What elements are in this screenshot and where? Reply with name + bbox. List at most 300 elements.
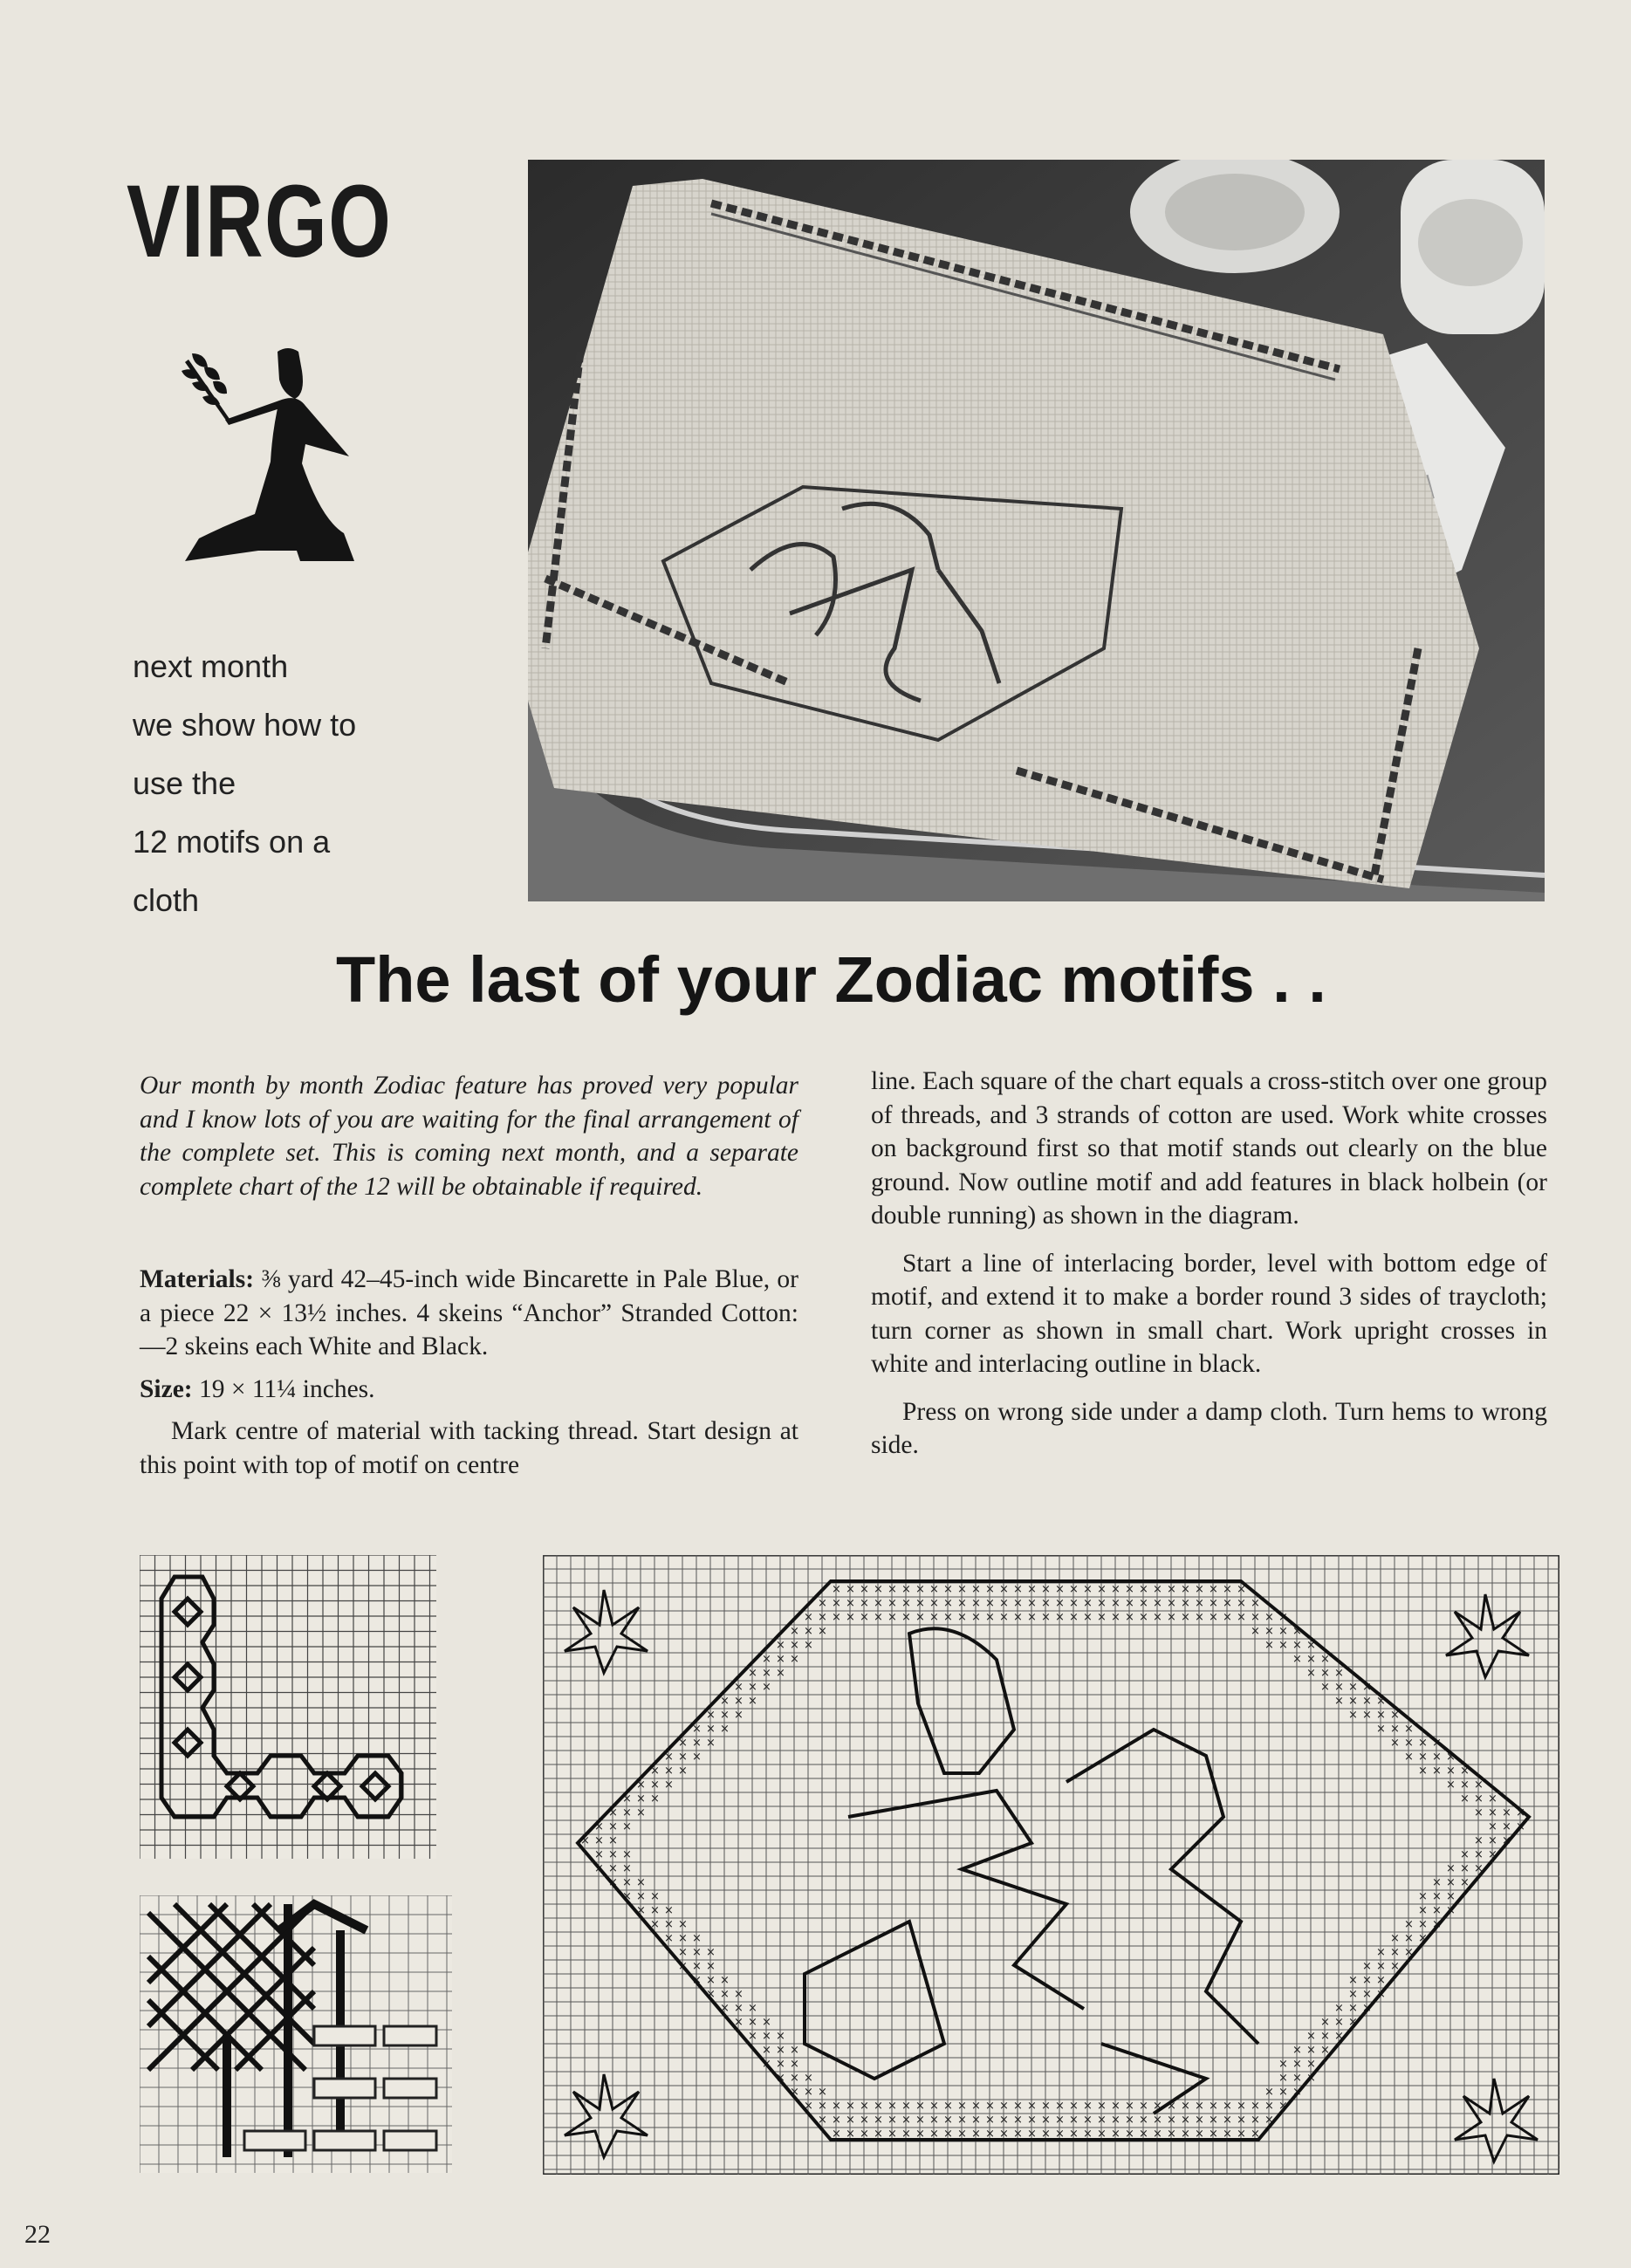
instruction-paragraph-4: Press on wrong side under a damp cloth. Turn hems to wrong side. — [871, 1397, 1547, 1459]
cross-stitch-mark: × — [790, 2044, 799, 2057]
cross-stitch-mark: × — [1111, 2128, 1120, 2141]
cross-stitch-mark: × — [1223, 2100, 1232, 2113]
cross-stitch-mark: × — [776, 1653, 785, 1666]
cross-stitch-mark: × — [1488, 1792, 1497, 1805]
cross-stitch-mark: × — [860, 1611, 869, 1624]
cross-stitch-mark: × — [1181, 1597, 1190, 1610]
cross-stitch-mark: × — [957, 2128, 967, 2141]
cross-stitch-mark: × — [901, 2128, 911, 2141]
cross-stitch-mark: × — [874, 2100, 883, 2113]
cross-stitch-mark: × — [1125, 2128, 1134, 2141]
cross-stitch-mark: × — [790, 1625, 799, 1638]
cross-stitch-mark: × — [874, 1611, 883, 1624]
cross-stitch-mark: × — [1125, 1583, 1134, 1596]
cross-stitch-mark: × — [1195, 2114, 1204, 2127]
cross-stitch-mark: × — [1348, 2016, 1358, 2029]
cross-stitch-mark: × — [776, 1639, 785, 1652]
cross-stitch-mark: × — [692, 1932, 702, 1945]
cross-stitch-mark: × — [1418, 1737, 1428, 1750]
cross-stitch-mark: × — [1348, 2002, 1358, 2015]
cross-stitch-mark: × — [1320, 1667, 1330, 1680]
cross-stitch-mark: × — [1278, 2058, 1288, 2071]
cross-stitch-mark: × — [678, 1764, 688, 1778]
cross-stitch-mark: × — [636, 1778, 646, 1792]
cross-stitch-mark: × — [1278, 1639, 1288, 1652]
cross-stitch-mark: × — [804, 2100, 813, 2113]
border-corner-chart — [140, 1555, 436, 1859]
cross-stitch-mark: × — [594, 1834, 604, 1847]
cross-stitch-mark: × — [608, 1834, 618, 1847]
cross-stitch-mark: × — [999, 2114, 1009, 2127]
cross-stitch-mark: × — [846, 2114, 855, 2127]
cross-stitch-mark: × — [1278, 1625, 1288, 1638]
cross-stitch-mark: × — [776, 2058, 785, 2071]
cross-stitch-mark: × — [943, 2128, 953, 2141]
cross-stitch-mark: × — [790, 2072, 799, 2085]
cross-stitch-mark: × — [1418, 1904, 1428, 1917]
cross-stitch-mark: × — [1460, 1764, 1470, 1778]
cross-stitch-mark: × — [1418, 1890, 1428, 1903]
cross-stitch-mark: × — [832, 1611, 841, 1624]
cross-stitch-mark: × — [1404, 1737, 1414, 1750]
cross-stitch-mark: × — [1404, 1946, 1414, 1959]
cross-stitch-mark: × — [1474, 1806, 1484, 1819]
cross-stitch-mark: × — [1376, 1960, 1386, 1973]
cross-stitch-mark: × — [1348, 1988, 1358, 2001]
cross-stitch-mark: × — [887, 2114, 897, 2127]
virgo-motif-chart — [543, 1555, 1559, 2175]
cross-stitch-mark: × — [1278, 2100, 1288, 2113]
cross-stitch-mark: × — [1097, 2114, 1107, 2127]
cross-stitch-mark: × — [1153, 1597, 1162, 1610]
cross-stitch-mark: × — [1097, 2128, 1107, 2141]
cross-stitch-mark: × — [1348, 1695, 1358, 1708]
cross-stitch-mark: × — [1097, 1611, 1107, 1624]
cross-stitch-mark: × — [1306, 2072, 1316, 2085]
cross-stitch-mark: × — [1083, 2114, 1093, 2127]
cross-stitch-mark: × — [818, 1597, 827, 1610]
cross-stitch-mark: × — [943, 1611, 953, 1624]
cross-stitch-mark: × — [887, 2128, 897, 2141]
cross-stitch-mark: × — [692, 1946, 702, 1959]
cross-stitch-mark: × — [985, 1611, 995, 1624]
cross-stitch-mark: × — [1292, 2058, 1302, 2071]
cross-stitch-mark: × — [1055, 1611, 1065, 1624]
cross-stitch-mark: × — [887, 1597, 897, 1610]
cross-stitch-mark: × — [636, 1806, 646, 1819]
cross-stitch-mark: × — [1460, 1876, 1470, 1889]
cross-stitch-mark: × — [1013, 1597, 1023, 1610]
cross-stitch-mark: × — [1306, 1653, 1316, 1666]
cross-stitch-mark: × — [748, 2002, 757, 2015]
cross-stitch-mark: × — [1083, 2100, 1093, 2113]
cross-stitch-mark: × — [664, 1918, 674, 1931]
cross-stitch-mark: × — [678, 1737, 688, 1750]
cross-stitch-mark: × — [874, 2128, 883, 2141]
cross-stitch-mark: × — [678, 1918, 688, 1931]
note-line: cloth — [133, 882, 200, 918]
cross-stitch-mark: × — [1418, 1932, 1428, 1945]
cross-stitch-mark: × — [1251, 2128, 1260, 2141]
cross-stitch-mark: × — [804, 1639, 813, 1652]
cross-stitch-mark: × — [1013, 2128, 1023, 2141]
cross-stitch-mark: × — [1055, 2128, 1065, 2141]
cross-stitch-mark: × — [664, 1932, 674, 1945]
cross-stitch-mark: × — [622, 1806, 632, 1819]
cross-stitch-mark: × — [971, 1611, 981, 1624]
article-left-column — [140, 1069, 798, 1496]
cross-stitch-mark: × — [1209, 2114, 1218, 2127]
cross-stitch-mark: × — [1446, 1876, 1456, 1889]
note-line: 12 motifs on a — [133, 824, 331, 860]
cross-stitch-mark: × — [1167, 2100, 1176, 2113]
cross-stitch-mark: × — [692, 1960, 702, 1973]
cross-stitch-mark: × — [1348, 1681, 1358, 1694]
cross-stitch-mark: × — [1446, 1904, 1456, 1917]
cross-stitch-mark: × — [1292, 1639, 1302, 1652]
cross-stitch-mark: × — [1195, 1583, 1204, 1596]
cross-stitch-mark: × — [1264, 1625, 1274, 1638]
cross-stitch-mark: × — [1460, 1862, 1470, 1875]
cross-stitch-mark: × — [1097, 1583, 1107, 1596]
cross-stitch-mark: × — [650, 1890, 660, 1903]
cross-stitch-mark: × — [1069, 2114, 1079, 2127]
cross-stitch-mark: × — [971, 2128, 981, 2141]
cross-stitch-mark: × — [1167, 1583, 1176, 1596]
cross-stitch-mark: × — [762, 2016, 771, 2029]
cross-stitch-mark: × — [706, 1723, 716, 1736]
cross-stitch-mark: × — [1209, 1597, 1218, 1610]
cross-stitch-mark: × — [706, 1709, 716, 1722]
cross-stitch-mark: × — [1320, 2044, 1330, 2057]
cross-stitch-mark: × — [1181, 2114, 1190, 2127]
cross-stitch-mark: × — [650, 1918, 660, 1931]
cross-stitch-mark: × — [734, 1695, 744, 1708]
cross-stitch-mark: × — [1027, 1597, 1037, 1610]
cross-stitch-mark: × — [985, 1583, 995, 1596]
cross-stitch-mark: × — [846, 2128, 855, 2141]
cross-stitch-mark: × — [636, 1792, 646, 1805]
cross-stitch-mark: × — [1516, 1806, 1525, 1819]
cross-stitch-mark: × — [1139, 2128, 1148, 2141]
cross-stitch-mark: × — [846, 1583, 855, 1596]
cross-stitch-mark: × — [818, 2100, 827, 2113]
cross-stitch-mark: × — [734, 1681, 744, 1694]
cross-stitch-mark: × — [1460, 1778, 1470, 1792]
cross-stitch-mark: × — [1376, 1723, 1386, 1736]
cross-stitch-mark: × — [762, 2058, 771, 2071]
cross-stitch-mark: × — [720, 1974, 730, 1987]
cross-stitch-mark: × — [594, 1848, 604, 1861]
cross-stitch-mark: × — [804, 1625, 813, 1638]
page-headline: The last of your Zodiac motifs . . — [336, 943, 1326, 1016]
cross-stitch-mark: × — [748, 1681, 757, 1694]
cross-stitch-mark: × — [1362, 1960, 1372, 1973]
cross-stitch-mark: × — [957, 1583, 967, 1596]
cross-stitch-mark: × — [664, 1764, 674, 1778]
cross-stitch-mark: × — [790, 1639, 799, 1652]
cross-stitch-mark: × — [1055, 1583, 1065, 1596]
cross-stitch-mark: × — [1376, 1946, 1386, 1959]
stitch-diagram — [140, 1895, 452, 2173]
cross-stitch-mark: × — [832, 1583, 841, 1596]
cross-stitch-mark: × — [790, 2086, 799, 2099]
cross-stitch-mark: × — [1474, 1792, 1484, 1805]
cross-stitch-mark: × — [985, 1597, 995, 1610]
cross-stitch-mark: × — [762, 2044, 771, 2057]
cross-stitch-mark: × — [1502, 1834, 1511, 1847]
cross-stitch-mark: × — [1432, 1751, 1442, 1764]
cross-stitch-mark: × — [1139, 1597, 1148, 1610]
cross-stitch-mark: × — [887, 2100, 897, 2113]
cross-stitch-mark: × — [860, 2114, 869, 2127]
cross-stitch-mark: × — [1292, 1653, 1302, 1666]
cross-stitch-mark: × — [608, 1806, 618, 1819]
cross-stitch-mark: × — [1139, 2114, 1148, 2127]
cross-stitch-mark: × — [999, 1597, 1009, 1610]
cross-stitch-mark: × — [1306, 1639, 1316, 1652]
cross-stitch-mark: × — [776, 2044, 785, 2057]
cross-stitch-mark: × — [1181, 1583, 1190, 1596]
cross-stitch-mark: × — [1432, 1876, 1442, 1889]
cross-stitch-mark: × — [1264, 1611, 1274, 1624]
cross-stitch-mark: × — [1432, 1764, 1442, 1778]
intro-paragraph: Our month by month Zodiac feature has proved very popular and I know lots of you are waiting for the final arrangement of the complete set. This is coming next month, and a separate complete chart of the 12 will be obtainable if required. — [140, 1072, 798, 1201]
cross-stitch-mark: × — [1348, 1974, 1358, 1987]
cross-stitch-mark: × — [1237, 1597, 1246, 1610]
cross-stitch-mark: × — [1195, 1611, 1204, 1624]
cross-stitch-mark: × — [971, 1583, 981, 1596]
size-label: Size: — [140, 1374, 193, 1403]
cross-stitch-mark: × — [860, 1597, 869, 1610]
cross-stitch-mark: × — [692, 1974, 702, 1987]
cross-stitch-mark: × — [971, 2100, 981, 2113]
cross-stitch-mark: × — [1251, 2114, 1260, 2127]
note-line: use the — [133, 765, 236, 801]
cross-stitch-mark: × — [1209, 1611, 1218, 1624]
cross-stitch-mark: × — [1111, 1583, 1120, 1596]
cross-stitch-mark: × — [1069, 2128, 1079, 2141]
cross-stitch-mark: × — [1139, 1611, 1148, 1624]
cross-stitch-mark: × — [1223, 1611, 1232, 1624]
cross-stitch-mark: × — [818, 2086, 827, 2099]
cross-stitch-mark: × — [1055, 2114, 1065, 2127]
cross-stitch-mark: × — [1167, 2114, 1176, 2127]
cross-stitch-mark: × — [1418, 1764, 1428, 1778]
cross-stitch-mark: × — [929, 1583, 939, 1596]
cross-stitch-mark: × — [1111, 1611, 1120, 1624]
cross-stitch-mark: × — [1306, 2058, 1316, 2071]
cross-stitch-mark: × — [915, 2114, 925, 2127]
cross-stitch-mark: × — [1153, 2114, 1162, 2127]
cross-stitch-mark: × — [874, 1597, 883, 1610]
instruction-paragraph-2: line. Each square of the chart equals a cross-stitch over one group of threads, and 3 strands of cotton are used. Work white crosses on background first so that motif stands out clearly on the blue ground. Now outline motif and add features in black holbein (or double running) as shown in the diagram. — [871, 1067, 1547, 1230]
cross-stitch-mark: × — [1446, 1764, 1456, 1778]
cross-stitch-mark: × — [776, 2030, 785, 2043]
cross-stitch-mark: × — [1418, 1751, 1428, 1764]
cross-stitch-mark: × — [1320, 2016, 1330, 2029]
cross-stitch-mark: × — [664, 1778, 674, 1792]
cross-stitch-mark: × — [706, 1946, 716, 1959]
cross-stitch-mark: × — [664, 1904, 674, 1917]
cross-stitch-mark: × — [1013, 1583, 1023, 1596]
cross-stitch-mark: × — [1292, 2086, 1302, 2099]
cross-stitch-mark: × — [1404, 1751, 1414, 1764]
cross-stitch-mark: × — [846, 2100, 855, 2113]
cross-stitch-mark: × — [1041, 2100, 1051, 2113]
cross-stitch-mark: × — [1013, 2114, 1023, 2127]
cross-stitch-mark: × — [1237, 2114, 1246, 2127]
cross-stitch-mark: × — [1362, 1974, 1372, 1987]
cross-stitch-mark: × — [1125, 2100, 1134, 2113]
cross-stitch-mark: × — [1097, 1597, 1107, 1610]
cross-stitch-mark: × — [929, 2100, 939, 2113]
cross-stitch-mark: × — [1334, 1681, 1344, 1694]
cross-stitch-mark: × — [636, 1904, 646, 1917]
cross-stitch-mark: × — [1334, 1667, 1344, 1680]
cross-stitch-mark: × — [1390, 1932, 1400, 1945]
cross-stitch-mark: × — [929, 1611, 939, 1624]
cross-stitch-mark: × — [1027, 2128, 1037, 2141]
cross-stitch-mark: × — [1362, 2002, 1372, 2015]
cross-stitch-mark: × — [943, 2100, 953, 2113]
cross-stitch-mark: × — [622, 1890, 632, 1903]
cross-stitch-mark: × — [1376, 1709, 1386, 1722]
cross-stitch-mark: × — [650, 1778, 660, 1792]
cross-stitch-mark: × — [1223, 1583, 1232, 1596]
cross-stitch-mark: × — [790, 2058, 799, 2071]
cross-stitch-mark: × — [1223, 1597, 1232, 1610]
cross-stitch-mark: × — [1362, 1681, 1372, 1694]
cross-stitch-mark: × — [1264, 2086, 1274, 2099]
instruction-paragraph-1: Mark centre of material with tacking thread. Start design at this point with top of motif on centre — [140, 1417, 798, 1479]
note-line: we show how to — [133, 707, 357, 743]
cross-stitch-mark: × — [608, 1862, 618, 1875]
photo-illustration — [528, 160, 1545, 901]
cross-stitch-mark: × — [1237, 1583, 1246, 1596]
cross-stitch-mark: × — [818, 1625, 827, 1638]
cross-stitch-mark: × — [692, 1737, 702, 1750]
cross-stitch-mark: × — [929, 2114, 939, 2127]
cross-stitch-mark: × — [1404, 1932, 1414, 1945]
cross-stitch-mark: × — [915, 1583, 925, 1596]
cross-stitch-mark: × — [1292, 2072, 1302, 2085]
cross-stitch-mark: × — [1488, 1848, 1497, 1861]
cross-stitch-mark: × — [1111, 2114, 1120, 2127]
cross-stitch-mark: × — [1209, 2128, 1218, 2141]
cross-stitch-mark: × — [636, 1876, 646, 1889]
cross-stitch-mark: × — [1376, 1974, 1386, 1987]
cross-stitch-mark: × — [734, 1709, 744, 1722]
cross-stitch-mark: × — [1376, 1695, 1386, 1708]
cross-stitch-mark: × — [1237, 2128, 1246, 2141]
cross-stitch-mark: × — [622, 1862, 632, 1875]
cross-stitch-mark: × — [762, 2030, 771, 2043]
cross-stitch-mark: × — [971, 1597, 981, 1610]
cross-stitch-mark: × — [1153, 2128, 1162, 2141]
cross-stitch-mark: × — [706, 1988, 716, 2001]
cross-stitch-mark: × — [1013, 1611, 1023, 1624]
cross-stitch-mark: × — [594, 1820, 604, 1833]
cross-stitch-mark: × — [650, 1764, 660, 1778]
cross-stitch-mark: × — [1069, 1611, 1079, 1624]
cross-stitch-mark: × — [887, 1583, 897, 1596]
zodiac-title: VIRGO — [127, 164, 393, 279]
cross-stitch-mark: × — [748, 2016, 757, 2029]
cross-stitch-mark: × — [1223, 2114, 1232, 2127]
cross-stitch-mark: × — [1251, 2100, 1260, 2113]
cross-stitch-mark: × — [1027, 2114, 1037, 2127]
cross-stitch-mark: × — [957, 2114, 967, 2127]
cross-stitch-mark: × — [622, 1876, 632, 1889]
cross-stitch-mark: × — [929, 2128, 939, 2141]
cross-stitch-mark: × — [901, 2114, 911, 2127]
cross-stitch-mark: × — [1223, 2128, 1232, 2141]
cross-stitch-mark: × — [636, 1890, 646, 1903]
cross-stitch-mark: × — [1041, 1611, 1051, 1624]
cross-stitch-mark: × — [1195, 2128, 1204, 2141]
cross-stitch-mark: × — [1209, 2100, 1218, 2113]
cross-stitch-mark: × — [1390, 1737, 1400, 1750]
cross-stitch-mark: × — [580, 1834, 590, 1847]
cross-stitch-mark: × — [1390, 1709, 1400, 1722]
cross-stitch-mark: × — [1390, 1960, 1400, 1973]
cross-stitch-mark: × — [1027, 1611, 1037, 1624]
cross-stitch-mark: × — [720, 1988, 730, 2001]
cross-stitch-mark: × — [1362, 1988, 1372, 2001]
article-right-column — [871, 1065, 1547, 1477]
cross-stitch-mark: × — [1069, 2100, 1079, 2113]
cross-stitch-mark: × — [1167, 2128, 1176, 2141]
cross-stitch-mark: × — [1167, 1611, 1176, 1624]
cross-stitch-mark: × — [1320, 1681, 1330, 1694]
cross-stitch-mark: × — [929, 1597, 939, 1610]
cross-stitch-mark: × — [1376, 1988, 1386, 2001]
cross-stitch-mark: × — [887, 1611, 897, 1624]
cross-stitch-mark: × — [650, 1792, 660, 1805]
cross-stitch-mark: × — [622, 1820, 632, 1833]
cross-stitch-mark: × — [1013, 2100, 1023, 2113]
cross-stitch-mark: × — [860, 2100, 869, 2113]
cross-stitch-mark: × — [720, 1695, 730, 1708]
cross-stitch-mark: × — [734, 2016, 744, 2029]
cross-stitch-mark: × — [1474, 1862, 1484, 1875]
cross-stitch-mark: × — [1488, 1820, 1497, 1833]
cross-stitch-mark: × — [1306, 2044, 1316, 2057]
cross-stitch-mark: × — [1390, 1946, 1400, 1959]
cross-stitch-mark: × — [985, 2114, 995, 2127]
cross-stitch-mark: × — [1195, 1597, 1204, 1610]
cross-stitch-mark: × — [1334, 2030, 1344, 2043]
cross-stitch-mark: × — [1181, 1611, 1190, 1624]
cross-stitch-mark: × — [706, 1974, 716, 1987]
cross-stitch-mark: × — [1083, 1583, 1093, 1596]
cross-stitch-mark: × — [748, 1667, 757, 1680]
cross-stitch-mark: × — [915, 1611, 925, 1624]
cross-stitch-mark: × — [915, 2100, 925, 2113]
cross-stitch-mark: × — [818, 2114, 827, 2127]
cross-stitch-mark: × — [790, 1653, 799, 1666]
cross-stitch-mark: × — [1432, 1890, 1442, 1903]
cross-stitch-mark: × — [999, 1583, 1009, 1596]
cross-stitch-mark: × — [1264, 2114, 1274, 2127]
cross-stitch-mark: × — [1460, 1792, 1470, 1805]
cross-stitch-mark: × — [874, 2114, 883, 2127]
cross-stitch-mark: × — [1153, 1611, 1162, 1624]
cross-stitch-mark: × — [1167, 1597, 1176, 1610]
cross-stitch-mark: × — [1334, 1695, 1344, 1708]
cross-stitch-mark: × — [915, 1597, 925, 1610]
